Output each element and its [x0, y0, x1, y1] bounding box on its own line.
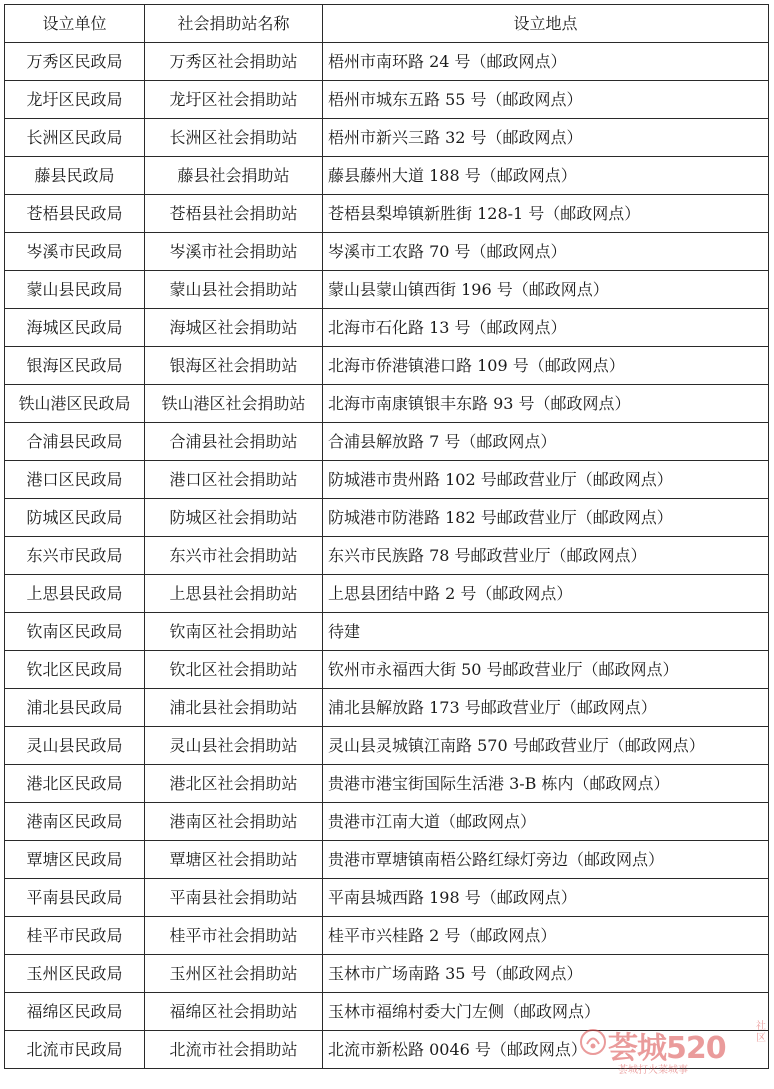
cell-unit: 岑溪市民政局 — [5, 233, 145, 271]
cell-location: 苍梧县梨埠镇新胜街 128-1 号（邮政网点） — [323, 195, 769, 233]
cell-unit: 覃塘区民政局 — [5, 841, 145, 879]
cell-station-name: 苍梧县社会捐助站 — [145, 195, 323, 233]
cell-location: 梧州市城东五路 55 号（邮政网点） — [323, 81, 769, 119]
cell-location: 岑溪市工农路 70 号（邮政网点） — [323, 233, 769, 271]
cell-location: 蒙山县蒙山镇西街 196 号（邮政网点） — [323, 271, 769, 309]
table-row — [5, 461, 769, 499]
cell-location: 玉林市福绵村委大门左侧（邮政网点） — [323, 993, 769, 1031]
table-row — [5, 651, 769, 689]
table-row — [5, 727, 769, 765]
cell-location: 北海市石化路 13 号（邮政网点） — [323, 309, 769, 347]
cell-location: 北海市侨港镇港口路 109 号（邮政网点） — [323, 347, 769, 385]
cell-unit: 苍梧县民政局 — [5, 195, 145, 233]
cell-station-name: 长洲区社会捐助站 — [145, 119, 323, 157]
cell-unit: 合浦县民政局 — [5, 423, 145, 461]
table-row — [5, 119, 769, 157]
cell-unit: 钦南区民政局 — [5, 613, 145, 651]
table-row — [5, 1031, 769, 1069]
table-row — [5, 499, 769, 537]
cell-station-name: 玉州区社会捐助站 — [145, 955, 323, 993]
cell-unit: 玉州区民政局 — [5, 955, 145, 993]
cell-location: 东兴市民族路 78 号邮政营业厅（邮政网点） — [323, 537, 769, 575]
table-row — [5, 309, 769, 347]
cell-location: 贵港市港宝街国际生活港 3-B 栋内（邮政网点） — [323, 765, 769, 803]
cell-unit: 龙圩区民政局 — [5, 81, 145, 119]
cell-location: 平南县城西路 198 号（邮政网点） — [323, 879, 769, 917]
table-row — [5, 993, 769, 1031]
cell-unit: 万秀区民政局 — [5, 43, 145, 81]
table-row — [5, 43, 769, 81]
cell-location: 贵港市江南大道（邮政网点） — [323, 803, 769, 841]
watermark-side-text: 社区 — [756, 1021, 766, 1044]
cell-location: 钦州市永福西大街 50 号邮政营业厅（邮政网点） — [323, 651, 769, 689]
cell-station-name: 上思县社会捐助站 — [145, 575, 323, 613]
cell-location: 北流市新松路 0046 号（邮政网点） — [323, 1031, 769, 1069]
table-row — [5, 575, 769, 613]
cell-station-name: 浦北县社会捐助站 — [145, 689, 323, 727]
cell-unit: 灵山县民政局 — [5, 727, 145, 765]
cell-location: 玉林市广场南路 35 号（邮政网点） — [323, 955, 769, 993]
cell-station-name: 防城区社会捐助站 — [145, 499, 323, 537]
cell-station-name: 平南县社会捐助站 — [145, 879, 323, 917]
table-row — [5, 689, 769, 727]
table-row — [5, 423, 769, 461]
table-row — [5, 347, 769, 385]
cell-location: 合浦县解放路 7 号（邮政网点） — [323, 423, 769, 461]
cell-unit: 钦北区民政局 — [5, 651, 145, 689]
cell-location: 梧州市新兴三路 32 号（邮政网点） — [323, 119, 769, 157]
cell-unit: 海城区民政局 — [5, 309, 145, 347]
watermark-subtext: 荟城打火菜城事 — [618, 1065, 688, 1076]
cell-unit: 上思县民政局 — [5, 575, 145, 613]
cell-location: 灵山县灵城镇江南路 570 号邮政营业厅（邮政网点） — [323, 727, 769, 765]
cell-location: 梧州市南环路 24 号（邮政网点） — [323, 43, 769, 81]
cell-station-name: 桂平市社会捐助站 — [145, 917, 323, 955]
table-row — [5, 803, 769, 841]
cell-station-name: 万秀区社会捐助站 — [145, 43, 323, 81]
cell-station-name: 蒙山县社会捐助站 — [145, 271, 323, 309]
table-row — [5, 537, 769, 575]
cell-station-name: 银海区社会捐助站 — [145, 347, 323, 385]
cell-station-name: 合浦县社会捐助站 — [145, 423, 323, 461]
cell-station-name: 北流市社会捐助站 — [145, 1031, 323, 1069]
cell-station-name: 钦北区社会捐助站 — [145, 651, 323, 689]
cell-station-name: 龙圩区社会捐助站 — [145, 81, 323, 119]
cell-location: 上思县团结中路 2 号（邮政网点） — [323, 575, 769, 613]
table-row — [5, 765, 769, 803]
cell-location: 浦北县解放路 173 号邮政营业厅（邮政网点） — [323, 689, 769, 727]
cell-unit: 港南区民政局 — [5, 803, 145, 841]
table-header — [5, 5, 769, 43]
cell-unit: 长洲区民政局 — [5, 119, 145, 157]
table-row — [5, 385, 769, 423]
cell-unit: 港北区民政局 — [5, 765, 145, 803]
table-row — [5, 879, 769, 917]
cell-unit: 北流市民政局 — [5, 1031, 145, 1069]
cell-location: 防城港市贵州路 102 号邮政营业厅（邮政网点） — [323, 461, 769, 499]
cell-station-name: 藤县社会捐助站 — [145, 157, 323, 195]
cell-unit: 防城区民政局 — [5, 499, 145, 537]
table-row — [5, 841, 769, 879]
cell-station-name: 灵山县社会捐助站 — [145, 727, 323, 765]
cell-location: 桂平市兴桂路 2 号（邮政网点） — [323, 917, 769, 955]
table-body — [5, 43, 769, 1069]
header-unit: 设立单位 — [5, 5, 145, 43]
table-row — [5, 195, 769, 233]
cell-station-name: 港北区社会捐助站 — [145, 765, 323, 803]
cell-location: 贵港市覃塘镇南梧公路红绿灯旁边（邮政网点） — [323, 841, 769, 879]
table-row — [5, 81, 769, 119]
table-row — [5, 613, 769, 651]
cell-unit: 铁山港区民政局 — [5, 385, 145, 423]
cell-unit: 银海区民政局 — [5, 347, 145, 385]
cell-unit: 平南县民政局 — [5, 879, 145, 917]
table-row — [5, 233, 769, 271]
cell-unit: 浦北县民政局 — [5, 689, 145, 727]
header-row — [5, 5, 769, 43]
cell-unit: 蒙山县民政局 — [5, 271, 145, 309]
cell-unit: 藤县民政局 — [5, 157, 145, 195]
cell-unit: 桂平市民政局 — [5, 917, 145, 955]
table-row — [5, 157, 769, 195]
cell-unit: 福绵区民政局 — [5, 993, 145, 1031]
header-station-name: 社会捐助站名称 — [145, 5, 323, 43]
watermark-text: 荟城520 — [608, 1031, 726, 1066]
table-row — [5, 917, 769, 955]
cell-location: 待建 — [323, 613, 769, 651]
cell-location: 防城港市防港路 182 号邮政营业厅（邮政网点） — [323, 499, 769, 537]
table-row — [5, 955, 769, 993]
cell-station-name: 海城区社会捐助站 — [145, 309, 323, 347]
header-location: 设立地点 — [323, 5, 769, 43]
table-row — [5, 271, 769, 309]
cell-station-name: 铁山港区社会捐助站 — [145, 385, 323, 423]
cell-location: 藤县藤州大道 188 号（邮政网点） — [323, 157, 769, 195]
cell-unit: 港口区民政局 — [5, 461, 145, 499]
cell-station-name: 港口区社会捐助站 — [145, 461, 323, 499]
cell-station-name: 覃塘区社会捐助站 — [145, 841, 323, 879]
cell-station-name: 东兴市社会捐助站 — [145, 537, 323, 575]
donation-stations-table — [4, 4, 769, 1069]
cell-station-name: 港南区社会捐助站 — [145, 803, 323, 841]
cell-station-name: 岑溪市社会捐助站 — [145, 233, 323, 271]
cell-station-name: 福绵区社会捐助站 — [145, 993, 323, 1031]
cell-location: 北海市南康镇银丰东路 93 号（邮政网点） — [323, 385, 769, 423]
cell-station-name: 钦南区社会捐助站 — [145, 613, 323, 651]
cell-unit: 东兴市民政局 — [5, 537, 145, 575]
